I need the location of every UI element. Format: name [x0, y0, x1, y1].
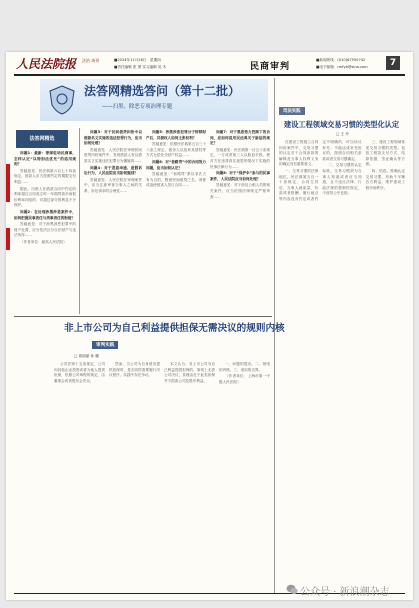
paragraph: 问题5：涉黑涉恶犯罪分子转移财产后，其债权人如何主张权利？ [146, 130, 206, 140]
paragraph: 本文认为，非上市公司为自己利益提供担保的，原则上无需公司决议，其理由在于此类担保并不损害公司及股东利益。 [164, 362, 215, 383]
paragraph: 答疑意见：依照民法典第五百三十八条之规定，债务人以放弃其债权等方式无偿处分财产权益…… [146, 142, 206, 158]
lower-article-title: 非上市公司为自己利益提供担保无需决议的规则内核 [64, 323, 285, 334]
paragraph: 答疑意见：对于涉及公职人员的相关案件，应当依照法律规定严格审查…… [210, 183, 270, 199]
paragraph: 四、结语。准确认定交易习惯，有助于平衡各方利益，维护建设工程市场秩序。 [365, 168, 405, 190]
section-divider [14, 316, 272, 317]
banner-subtitle: ——扫黑、除恶专项治理专题 [102, 104, 173, 110]
qa-column-3 [210, 130, 270, 314]
paragraph: 在建设工程施工合同纠纷案件中，交易习惯的认定对于合同条款的解释及当事人权利义务的确定具有重要意义。 [279, 140, 319, 167]
left-story-column [14, 151, 76, 313]
masthead [14, 55, 404, 75]
paragraph: 答疑意见：民法典第一百五十条规定，一方或者第三人以胁迫手段，使对方在违背真实意思的情况下实施的民事法律行为…… [210, 147, 270, 169]
left-story-tag: 法答网精选 [16, 130, 68, 148]
paragraph: 答疑意见：人民法院在审理民间借贷纠纷案件中，发现借款人有以借款名义实施违法犯罪行为嫌疑的…… [84, 147, 142, 163]
paragraph: 一、问题的提出。二、规则的内核。三、适用的边界。 [219, 362, 270, 372]
paragraph: 问题3：对于民间借贷纠纷中以借款名义实施的违法犯罪行为，应当如何处理？ [84, 130, 142, 146]
qa-column-2 [146, 130, 206, 314]
paragraph: 然而，当公司为自身债务提供担保时，是否同样需要履行决议程序，实践中存在争议。 [109, 362, 160, 378]
editors: ■责任编辑 张 勇 实习编辑 吴 木 [114, 65, 167, 69]
paragraph: 问题1：最新：律师驻场民商事，怎样认定“以特别法优先”的适用规则？ [14, 151, 76, 167]
column-divider [274, 78, 275, 594]
header-rule [14, 74, 405, 76]
paragraph: 问题2：在处理涉黑涉恶案件中，如何把握民事责任与刑事责任的衔接？ [14, 209, 76, 220]
paragraph: 据此，出借人在借款合同中约定的利率超过合同成立时一年期贷款市场报价利率四倍的，对超过部分的利息不予保护。 [14, 186, 76, 208]
newspaper-page [6, 52, 413, 600]
column-divider [79, 128, 80, 314]
paragraph: 答疑意见：“套路贷”系以非法占有为目的，假借民间借贷之名，诱使或迫使被害人签订合同…… [146, 172, 206, 188]
court-emblem-icon [48, 85, 76, 115]
right-article-author: □ 王 丹 [336, 132, 349, 136]
wechat-icon [286, 584, 298, 595]
right-article-tag: 司法实践 [279, 107, 305, 115]
paper-name: 人民法院报 [16, 57, 77, 71]
paragraph: 三、建设工程领域常见交易习惯的类型。包括工程款支付方式、结算依据、签证确认等方面。 [365, 140, 405, 167]
paper-subtitle: 法治 周刊 [82, 58, 100, 63]
banner-title: 法答网精选答问（第十二批） [84, 84, 241, 98]
paragraph: （作者单位：最高人民法院） [20, 239, 67, 244]
lower-article-body [54, 362, 270, 590]
section-name: 民商审判 [250, 62, 291, 72]
paragraph: （作者单位：上海市第一中级人民法院） [219, 374, 270, 384]
paragraph: 问题7：对于黑恶势力控制下的合同，应如何适用民法典关于胁迫的规定？ [210, 130, 270, 146]
paragraph: 答疑意见：对于涉黑涉恶犯罪中的财产处置，应当依法区分合法财产与违法所得…… [14, 222, 76, 238]
paragraph: 公司法第十五条规定，公司向其他企业投资或者为他人提供担保，依照公司章程的规定，由董事会或者股东会决议。 [54, 362, 105, 383]
page-number: 7 [386, 56, 400, 70]
qa-banner [40, 79, 268, 121]
red-edge-marker [6, 228, 10, 250]
lower-article-tag: 审判实践 [92, 341, 118, 349]
paragraph: 二、交易习惯的认定标准。交易习惯须为当事人知道或者应当知道，且不违反法律、行政法规的强制性规定，不违背公序良俗。 [322, 163, 362, 196]
paragraph: 答疑意见：民法典第六百七十四条规定，借款人应当按照约定的期限支付利息…… [14, 168, 76, 184]
paragraph: 问题4：对于恶意串通、虚假诉讼行为，人民法院应当如何甄别？ [84, 165, 142, 176]
issue-date: ■2024年11月28日 星期四 [114, 58, 161, 62]
paragraph: 一、交易习惯的法律地位。民法典第五百一十条规定，合同生效后，当事人就质量、价款或者报酬、履行地点等内容没有约定或者约定不明确的，可以协议补充；不能达成补充协议的，按照合同相关条款或者交易习惯确定。 [279, 140, 362, 201]
red-edge-marker [6, 164, 10, 202]
paragraph: 答疑意见：人民法院在审理案件中，应当注意审查当事人之间的关系、诉讼请求的合理性…… [84, 177, 142, 193]
watermark: 公众号 · 新浪潮杂志 [300, 587, 390, 598]
qa-column-1 [84, 130, 142, 314]
email: ■电子邮箱：rmfyb@sina.com [316, 65, 368, 69]
lower-article-author: □ 周丽丽 孙 鹏 [74, 354, 99, 358]
paragraph: 问题6：对“套路贷”中的合同效力问题，应当如何认定？ [146, 159, 206, 170]
hotline: ■新闻热线：(010)67550742 [316, 58, 366, 62]
right-article-title: 建设工程领域交易习惯的类型化认定 [284, 120, 400, 129]
right-article-body [279, 140, 405, 586]
paragraph: 问题8：对于“保护伞”参与的民事案件，人民法院应当如何处理？ [210, 171, 270, 181]
